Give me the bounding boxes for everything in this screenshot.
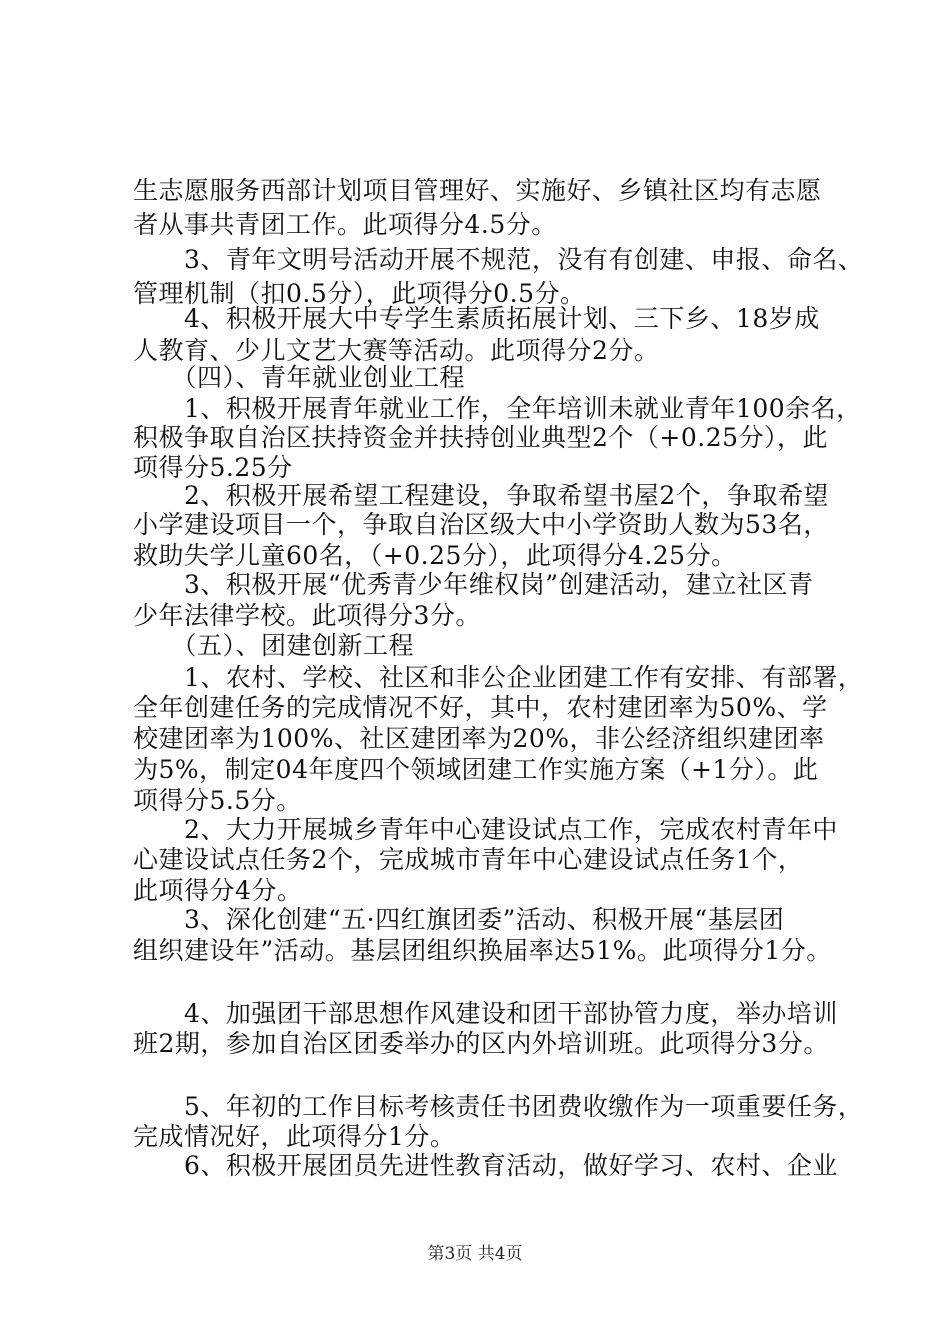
- body-text-line: 完成情况好，此项得分1分。: [133, 1122, 456, 1151]
- body-text-line: 3、青年文明号活动开展不规范，没有有创建、申报、命名、: [133, 245, 864, 274]
- body-text-line: 小学建设项目一个，争取自治区级大中小学资助人数为53名，: [133, 510, 829, 539]
- body-text-line: 2、积极开展希望工程建设，争取希望书屋2个，争取希望: [133, 481, 829, 510]
- section-heading: （五）、团建创新工程: [133, 631, 415, 660]
- body-text-line: 5、年初的工作目标考核责任书团费收缴作为一项重要任务，: [133, 1092, 864, 1121]
- body-text-line: 组织建设年”活动。基层团组织换届率达51%。此项得分1分。: [133, 936, 832, 965]
- body-text-line: 4、积极开展大中专学生素质拓展计划、三下乡、18岁成: [133, 304, 820, 333]
- body-text-line: 3、深化创建“五·四红旗团委”活动、积极开展“基层团: [133, 905, 785, 934]
- page-footer: 第3页 共4页: [427, 1244, 523, 1264]
- body-text-line: 校建团率为100%、社区建团率为20%，非公经济组织建团率: [133, 724, 825, 753]
- body-text-line: 班2期，参加自治区团委举办的区内外培训班。此项得分3分。: [133, 1029, 829, 1058]
- body-text-line: 4、加强团干部思想作风建设和团干部协管力度，举办培训: [133, 999, 838, 1028]
- body-text-line: 全年创建任务的完成情况不好，其中，农村建团率为50%、学: [133, 693, 828, 722]
- body-text-line: 此项得分4分。: [133, 876, 303, 905]
- body-text-line: 为5%，制定04年度四个领域团建工作实施方案（+1分）。此: [133, 755, 819, 784]
- body-text-line: 救助失学儿童60名，（+0.25分），此项得分4.25分。: [133, 541, 737, 570]
- body-text-line: 1、积极开展青年就业工作，全年培训未就业青年100余名，: [133, 394, 862, 423]
- body-text-line: 积极争取自治区扶持资金并扶持创业典型2个（+0.25分），此: [133, 423, 829, 452]
- body-text-line: 项得分5.5分。: [133, 786, 302, 815]
- section-heading: （四）、青年就业创业工程: [133, 363, 466, 392]
- body-text-line: 3、积极开展“优秀青少年维权岗”创建活动，建立社区青: [133, 570, 814, 599]
- body-text-line: 人教育、少儿文艺大赛等活动。此项得分2分。: [133, 336, 660, 365]
- body-text-line: 项得分5.25分: [133, 453, 293, 482]
- body-text-line: 生志愿服务西部计划项目管理好、实施好、乡镇社区均有志愿: [133, 176, 822, 205]
- body-text-line: 管理机制（扣0.5分），此项得分0.5分。: [133, 279, 586, 308]
- body-text-line: 6、积极开展团员先进性教育活动，做好学习、农村、企业: [133, 1151, 838, 1180]
- body-text-line: 者从事共青团工作。此项得分4.5分。: [133, 210, 557, 239]
- body-text-line: 心建设试点任务2个，完成城市青年中心建设试点任务1个，: [133, 845, 804, 874]
- body-text-line: 少年法律学校。此项得分3分。: [133, 601, 481, 630]
- body-text-line: 1、农村、学校、社区和非公企业团建工作有安排、有部署，: [133, 663, 864, 692]
- body-text-line: 2、大力开展城乡青年中心建设试点工作，完成农村青年中: [133, 815, 838, 844]
